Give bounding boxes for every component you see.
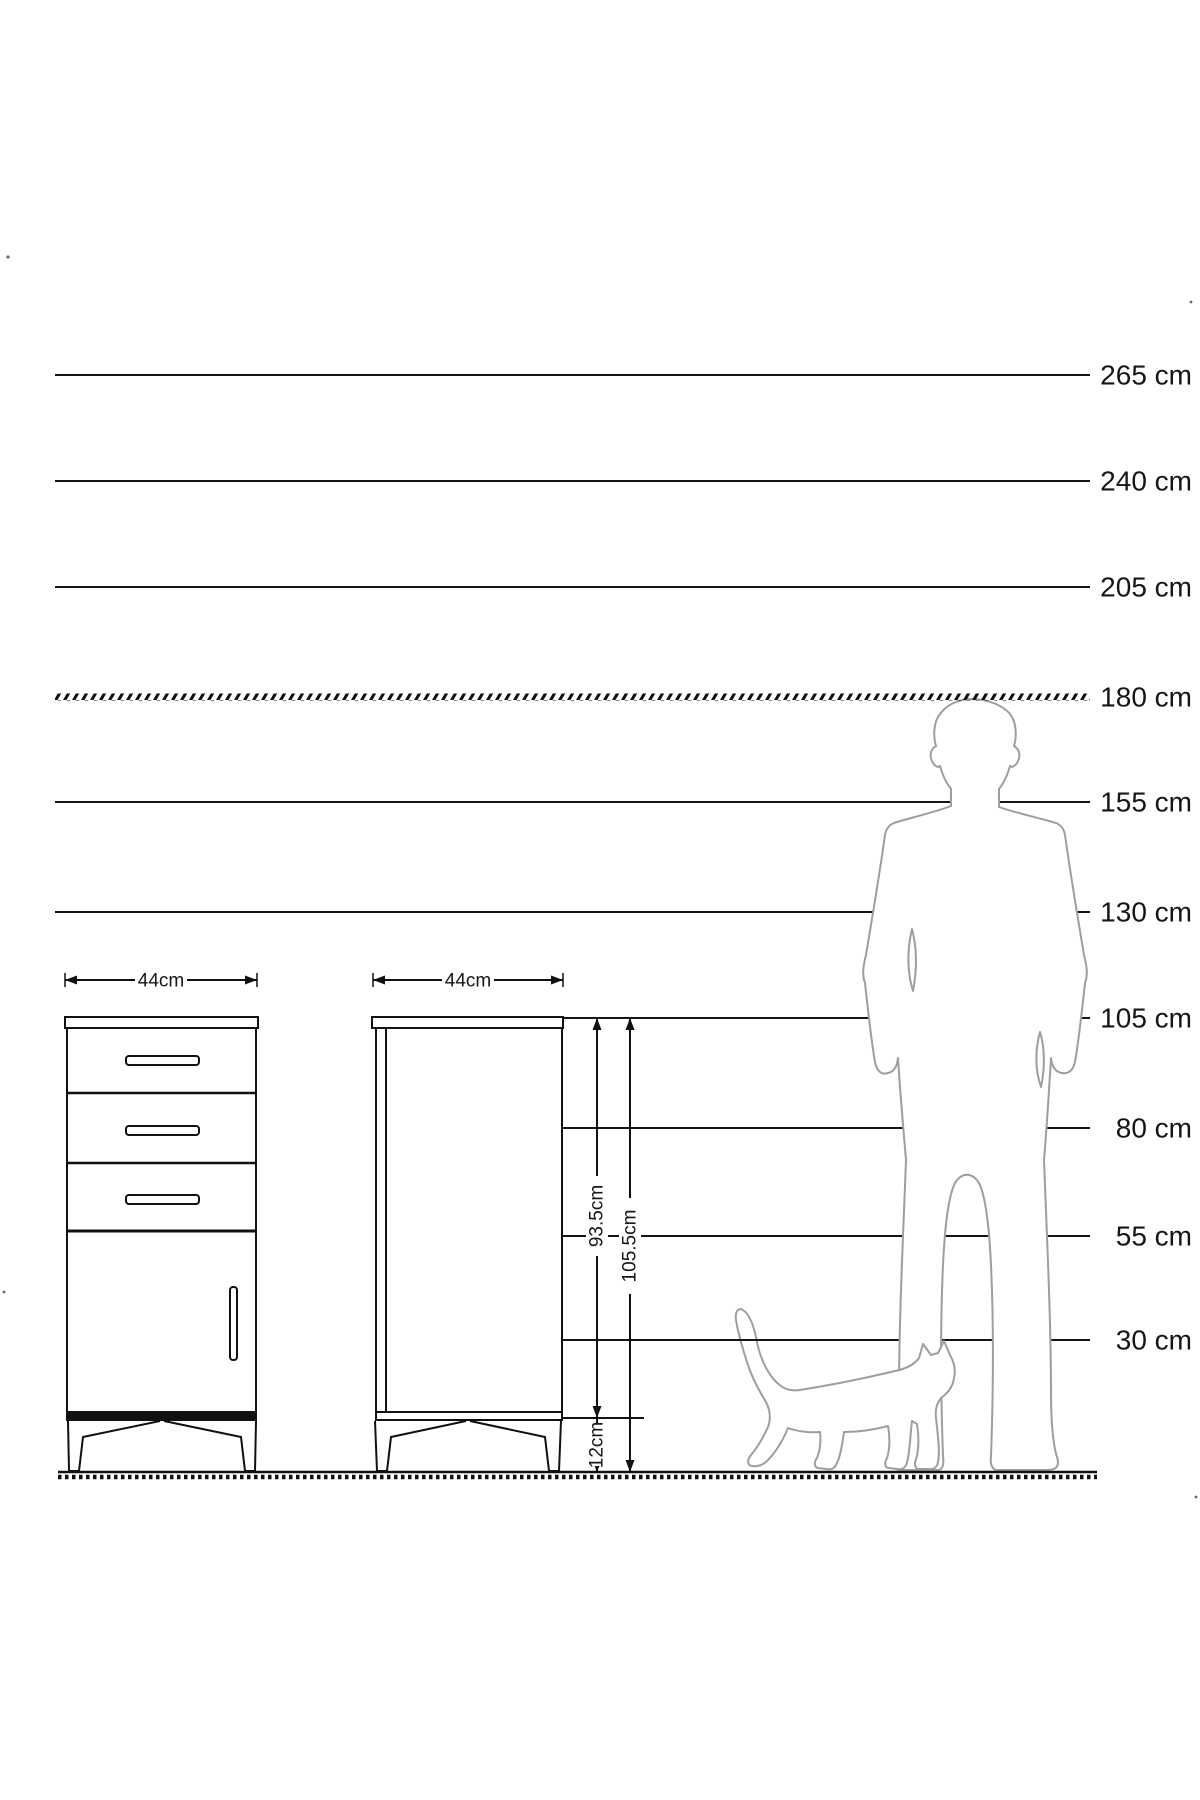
front-cabinet (65, 1017, 258, 1471)
scale-label-30: 30 cm (1115, 1324, 1192, 1356)
speck (1190, 301, 1193, 304)
man-silhouette (863, 699, 1087, 1470)
total-height-arrow-top (626, 1018, 635, 1030)
speck (3, 1291, 6, 1294)
man-outline (863, 699, 1087, 1470)
side-width-arrow-right (551, 976, 563, 985)
scale-label-55: 55 cm (1115, 1220, 1192, 1252)
total-height-label: 105.5cm (619, 1209, 641, 1283)
side-cabinet-body (376, 1028, 562, 1412)
side-cabinet-leg-right (470, 1421, 561, 1471)
height-dimension-labels (586, 1176, 641, 1468)
speck (6, 255, 9, 258)
drawer-handle-3 (126, 1195, 199, 1204)
front-cabinet-leg-left (68, 1421, 160, 1471)
front-cabinet-leg-right (164, 1421, 256, 1471)
side-width-arrow-left (373, 976, 385, 985)
total-height-arrow-bottom (626, 1460, 635, 1472)
speck (1195, 1496, 1198, 1499)
body-height-arrow-bottom (593, 1406, 602, 1418)
scale-label-105: 105 cm (1100, 1002, 1192, 1034)
front-cabinet-body (67, 1028, 256, 1412)
side-cabinet-leg-left (375, 1421, 466, 1471)
front-width-arrow-left (65, 976, 77, 985)
door-handle (230, 1287, 237, 1360)
scale-line-180-hatched (55, 694, 1090, 701)
leg-height-label: 12cm (586, 1421, 608, 1469)
front-cabinet-top-panel (65, 1017, 258, 1028)
scale-label-130: 130 cm (1100, 896, 1192, 928)
scale-label-205: 205 cm (1100, 571, 1192, 603)
side-cabinet (372, 1017, 563, 1471)
drawer-handle-1 (126, 1056, 199, 1065)
drawer-handle-2 (126, 1126, 199, 1135)
scale-label-265: 265 cm (1100, 359, 1192, 391)
height-scale-labels (1100, 360, 1192, 1356)
body-height-label: 93.5cm (586, 1184, 608, 1248)
body-height-arrow-top (593, 1018, 602, 1030)
ground-line (58, 1472, 1097, 1477)
side-cabinet-top-panel (372, 1017, 563, 1028)
front-width-label: 44cm (137, 970, 185, 992)
side-width-label: 44cm (444, 970, 492, 992)
side-cabinet-bottom-band (376, 1412, 562, 1420)
scale-label-80: 80 cm (1115, 1112, 1192, 1144)
scale-label-155: 155 cm (1100, 786, 1192, 818)
front-cabinet-bottom-band (67, 1412, 256, 1420)
scale-label-240: 240 cm (1100, 465, 1192, 497)
front-width-arrow-right (245, 976, 257, 985)
scale-label-180: 180 cm (1100, 681, 1192, 713)
